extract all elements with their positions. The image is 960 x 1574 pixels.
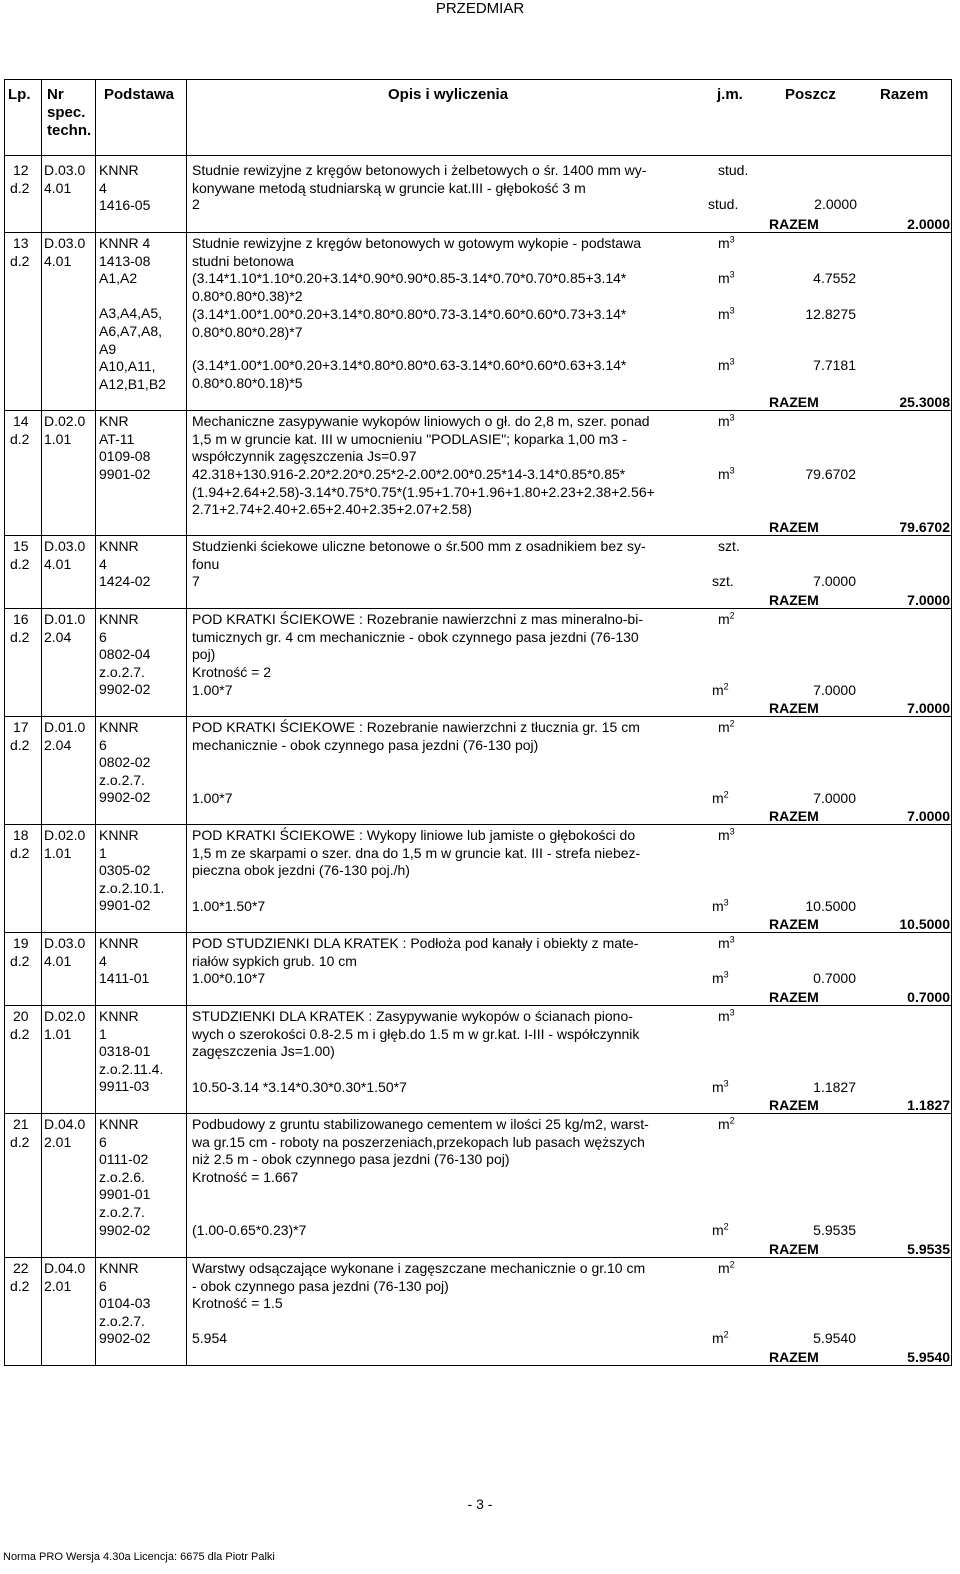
row-description: zagęszczenia Js=1.00) (192, 1043, 335, 1059)
row-podstawa: 9902-02 (99, 1221, 151, 1238)
row-description: Studnie rewizyjne z kręgów betonowych i żelbetowych o śr. 1400 mm wy- (192, 162, 647, 178)
calc-value: 5.9535 (813, 1222, 856, 1238)
row-nr-spec: 1.01 (44, 430, 72, 447)
calc-expression: 42.318+130.916-2.20*2.20*0.25*2-2.00*2.00*0.25*14-3.14*0.85*0.85* (192, 466, 626, 482)
row-podstawa: KNNR (99, 162, 139, 178)
row-lp-suffix: d.2 (10, 844, 30, 861)
calc-expression: 1.00*7 (192, 790, 233, 806)
row-unit: $m^3$ (718, 934, 735, 951)
calc-expression: 0.80*0.80*0.38)*2 (192, 287, 303, 304)
razem-label: RAZEM (769, 989, 819, 1005)
row-description: wa gr.15 cm - roboty na poszerzeniach,przekopach lub pasach węższych (192, 1133, 645, 1150)
row-nr-spec: D.02.0 (44, 827, 86, 843)
row-unit: $m^3$ (718, 412, 735, 429)
row-podstawa: A1,A2 (99, 270, 138, 287)
razem-total: 5.9540 (907, 1349, 950, 1365)
row-unit: $m^3$ (718, 234, 735, 251)
calc-unit: $m^2$ (712, 681, 729, 698)
calc-unit: $m^2$ (712, 1329, 729, 1346)
calc-unit: $m^3$ (718, 305, 735, 322)
row-nr-spec: 4.01 (44, 555, 72, 572)
row-description: STUDZIENKI DLA KRATEK : Zasypywanie wykopów o ścianach piono- (192, 1008, 633, 1024)
row-unit: stud. (718, 162, 749, 178)
calc-expression: 0.80*0.80*0.18)*5 (192, 374, 303, 391)
calc-unit: $m^3$ (718, 465, 735, 482)
row-podstawa: 0802-04 (99, 646, 151, 663)
row-lp: 13 (13, 235, 29, 251)
row-divider (4, 232, 952, 233)
row-lp: 14 (13, 413, 29, 429)
calc-unit: szt. (712, 573, 734, 589)
razem-total: 0.7000 (907, 989, 950, 1005)
row-podstawa: 0109-08 (99, 448, 151, 465)
calc-unit: $m^3$ (712, 969, 729, 986)
razem-total: 7.0000 (907, 808, 950, 824)
row-podstawa: KNNR (99, 611, 139, 627)
row-podstawa: z.o.2.7. (99, 771, 145, 788)
row-podstawa: 9901-02 (99, 465, 151, 482)
row-description: poj) (192, 646, 216, 662)
row-multiplier: Krotność = 1.667 (192, 1169, 299, 1185)
footer-license: Norma PRO Wersja 4.30a Licencja: 6675 dla Piotr Palki (3, 1551, 275, 1563)
row-nr-spec: D.01.0 (44, 719, 86, 735)
calc-expression: 2.71+2.74+2.40+2.65+2.40+2.35+2.07+2.58) (192, 501, 472, 517)
row-description: pieczna obok jezdni (76-130 poj./h) (192, 862, 410, 878)
row-lp-suffix: d.2 (10, 179, 30, 196)
row-podstawa: A10,A11, (99, 358, 156, 375)
row-lp: 20 (13, 1008, 29, 1024)
row-nr-spec: 2.04 (44, 628, 72, 645)
calc-unit: $m^3$ (718, 356, 735, 373)
row-podstawa: KNNR (99, 719, 139, 735)
row-podstawa: KNNR (99, 1008, 139, 1024)
row-podstawa: A3,A4,A5, (99, 305, 163, 322)
row-lp: 16 (13, 611, 29, 627)
row-description: POD KRATKI ŚCIEKOWE : Wykopy liniowe lub jamiste o głębokości do (192, 827, 636, 843)
row-lp-suffix: d.2 (10, 628, 30, 645)
row-description: Studzienki ściekowe uliczne betonowe o śr.500 mm z osadnikiem bez sy- (192, 538, 646, 554)
calc-value: 5.9540 (813, 1330, 856, 1346)
column-divider (186, 79, 187, 1366)
row-description: Warstwy odsączające wykonane i zagęszczane mechanicznie o gr.10 cm (192, 1260, 646, 1276)
header-opis: Opis i wyliczenia (388, 86, 509, 103)
row-podstawa: KNNR (99, 538, 139, 554)
row-nr-spec: 4.01 (44, 952, 72, 969)
row-unit: $m^2$ (718, 1115, 735, 1132)
row-podstawa: A12,B1,B2 (99, 375, 166, 392)
row-podstawa: 9901-02 (99, 897, 151, 914)
razem-total: 7.0000 (907, 592, 950, 608)
row-podstawa: z.o.2.6. (99, 1168, 145, 1185)
row-podstawa: AT-11 (99, 430, 135, 447)
calc-value: 10.5000 (805, 898, 856, 914)
row-podstawa: z.o.2.11.4. (99, 1060, 164, 1077)
row-nr-spec: D.04.0 (44, 1260, 86, 1276)
row-description: 1,5 m w gruncie kat. III w umocnieniu "PODLASIE"; koparka 1,00 m3 - (192, 430, 627, 447)
row-description: tumicznych gr. 4 cm mechanicznie - obok czynnego pasa jezdni (76-130 (192, 628, 639, 645)
row-podstawa: 0802-02 (99, 754, 151, 771)
column-divider (41, 79, 42, 1366)
row-description: POD STUDZIENKI DLA KRATEK : Podłoża pod kanały i obiekty z mate- (192, 935, 639, 951)
row-podstawa: 6 (99, 628, 107, 645)
row-description: mechanicznie - obok czynnego pasa jezdni (76-130 poj) (192, 736, 539, 753)
calc-value: 7.0000 (813, 573, 856, 589)
razem-label: RAZEM (769, 592, 819, 608)
razem-total: 79.6702 (899, 519, 950, 535)
razem-total: 10.5000 (899, 916, 950, 932)
row-podstawa: KNNR 4 (99, 235, 151, 251)
row-podstawa: 0318-01 (99, 1043, 151, 1060)
row-lp: 17 (13, 719, 29, 735)
calc-expression: (1.00-0.65*0.23)*7 (192, 1222, 307, 1238)
row-description: 1,5 m ze skarpami o szer. dna do 1,5 m w gruncie kat. III - strefa niebez- (192, 844, 641, 861)
calc-expression: 1.00*1.50*7 (192, 898, 266, 914)
row-nr-spec: D.02.0 (44, 1008, 86, 1024)
row-podstawa: A6,A7,A8, (99, 323, 163, 339)
row-description: POD KRATKI ŚCIEKOWE : Rozebranie nawierzchni z mas mineralno-bi- (192, 611, 643, 627)
row-podstawa: 9902-02 (99, 1330, 151, 1347)
row-divider (4, 932, 952, 933)
row-divider (4, 535, 952, 536)
row-podstawa: 9902-02 (99, 681, 151, 698)
razem-total: 5.9535 (907, 1241, 950, 1257)
header-divider (4, 155, 952, 156)
calc-expression: (1.94+2.64+2.58)-3.14*0.75*0.75*(1.95+1.70+1.96+1.80+2.23+2.38+2.56+ (192, 483, 655, 500)
row-nr-spec: D.03.0 (44, 538, 86, 554)
row-nr-spec: 2.01 (44, 1277, 72, 1294)
razem-label: RAZEM (769, 916, 819, 932)
column-divider (95, 79, 96, 1366)
header-nr-spec: Nr spec. techn. (47, 86, 92, 139)
row-podstawa: KNNR (99, 1260, 139, 1276)
calc-unit: stud. (708, 196, 739, 212)
page-number: - 3 - (467, 1496, 493, 1512)
row-podstawa: KNNR (99, 935, 139, 951)
razem-label: RAZEM (769, 700, 819, 716)
calc-value: 1.1827 (813, 1079, 856, 1095)
row-multiplier: Krotność = 1.5 (192, 1295, 283, 1311)
calc-value: 0.7000 (813, 970, 856, 986)
razem-total: 2.0000 (907, 216, 950, 232)
row-lp-suffix: d.2 (10, 252, 30, 269)
row-podstawa: 0104-03 (99, 1295, 151, 1312)
row-podstawa: z.o.2.7. (99, 1204, 145, 1220)
row-lp: 19 (13, 935, 29, 951)
row-nr-spec: D.04.0 (44, 1116, 86, 1132)
row-podstawa: 1416-05 (99, 197, 151, 214)
row-divider (4, 1113, 952, 1114)
row-lp: 12 (13, 162, 29, 178)
row-nr-spec: 1.01 (44, 1025, 72, 1042)
row-multiplier: Krotność = 2 (192, 664, 271, 680)
row-unit: $m^2$ (718, 610, 735, 627)
calc-expression: 7 (192, 573, 200, 589)
row-unit: szt. (718, 538, 740, 554)
header-jm: j.m. (717, 86, 743, 103)
row-podstawa: KNR (99, 413, 129, 429)
calc-value: 7.0000 (813, 790, 856, 806)
header-lp: Lp. (8, 86, 31, 103)
calc-expression: (3.14*1.10*1.10*0.20+3.14*0.90*0.90*0.85-3.14*0.70*0.70*0.85+3.14* (192, 270, 627, 286)
row-lp: 22 (13, 1260, 29, 1276)
razem-total: 25.3008 (899, 394, 950, 410)
row-lp-suffix: d.2 (10, 555, 30, 572)
calc-expression: 1.00*7 (192, 682, 233, 698)
calc-value: 79.6702 (805, 466, 856, 482)
razem-label: RAZEM (769, 808, 819, 824)
row-podstawa: 1 (99, 844, 107, 861)
row-divider (4, 1005, 952, 1006)
row-nr-spec: D.01.0 (44, 611, 86, 627)
calc-expression: (3.14*1.00*1.00*0.20+3.14*0.80*0.80*0.73-3.14*0.60*0.60*0.73+3.14* (192, 306, 627, 322)
row-lp: 15 (13, 538, 29, 554)
razem-label: RAZEM (769, 1097, 819, 1113)
row-divider (4, 716, 952, 717)
calc-value: 7.7181 (813, 357, 856, 373)
row-lp-suffix: d.2 (10, 430, 30, 447)
row-divider (4, 410, 952, 411)
row-unit: $m^2$ (718, 1259, 735, 1276)
row-podstawa: 6 (99, 736, 107, 753)
row-lp-suffix: d.2 (10, 1025, 30, 1042)
row-podstawa: 0305-02 (99, 862, 151, 879)
row-podstawa: z.o.2.7. (99, 663, 145, 680)
razem-label: RAZEM (769, 1349, 819, 1365)
row-podstawa: KNNR (99, 827, 139, 843)
row-podstawa: 9901-01 (99, 1186, 151, 1203)
row-description: Podbudowy z gruntu stabilizowanego cementem w ilości 25 kg/m2, warst- (192, 1116, 649, 1132)
calc-expression: (3.14*1.00*1.00*0.20+3.14*0.80*0.80*0.63-3.14*0.60*0.60*0.63+3.14* (192, 357, 627, 373)
row-podstawa: 1 (99, 1025, 107, 1042)
row-unit: $m^3$ (718, 826, 735, 843)
calc-expression: 5.954 (192, 1330, 228, 1346)
row-podstawa: 0111-02 (99, 1151, 149, 1168)
row-podstawa: KNNR (99, 1116, 139, 1132)
row-divider (4, 1257, 952, 1258)
row-description: współczynnik zagęszczenia Js=0.97 (192, 448, 417, 464)
calc-value: 12.8275 (805, 306, 856, 322)
razem-label: RAZEM (769, 1241, 819, 1257)
row-podstawa: 1424-02 (99, 573, 151, 590)
calc-expression: 2 (192, 196, 200, 212)
row-unit: $m^3$ (718, 1007, 735, 1024)
calc-expression: 10.50-3.14 *3.14*0.30*0.30*1.50*7 (192, 1079, 407, 1095)
row-description: konywane metodą studniarską w gruncie kat.III - głębokość 3 m (192, 179, 586, 196)
row-lp: 18 (13, 827, 29, 843)
calc-value: 2.0000 (814, 196, 857, 212)
row-nr-spec: 2.04 (44, 736, 72, 753)
row-description: wych o szerokości 0.8-2.5 m i głęb.do 1.5 m w gr.kat. I-III - współczynnik (192, 1025, 640, 1042)
row-lp: 21 (13, 1116, 29, 1132)
row-description: POD KRATKI ŚCIEKOWE : Rozebranie nawierzchni z tłucznia gr. 15 cm (192, 719, 640, 735)
row-podstawa: A9 (99, 340, 117, 357)
row-podstawa: 1413-08 (99, 252, 151, 269)
razem-total: 7.0000 (907, 700, 950, 716)
row-lp-suffix: d.2 (10, 1133, 30, 1150)
header-podstawa: Podstawa (104, 86, 175, 103)
calc-value: 4.7552 (813, 270, 856, 286)
row-lp-suffix: d.2 (10, 736, 30, 753)
calc-unit: $m^2$ (712, 1221, 729, 1238)
row-podstawa: z.o.2.7. (99, 1312, 145, 1329)
calc-unit: $m^3$ (712, 897, 729, 914)
row-description: fonu (192, 555, 220, 572)
row-nr-spec: 1.01 (44, 844, 72, 861)
calc-value: 7.0000 (813, 682, 856, 698)
row-podstawa: 4 (99, 179, 107, 196)
razem-label: RAZEM (769, 519, 819, 535)
row-nr-spec: D.03.0 (44, 162, 86, 178)
row-nr-spec: 4.01 (44, 252, 72, 269)
row-podstawa: 1411-01 (99, 970, 150, 987)
row-divider (4, 608, 952, 609)
row-lp-suffix: d.2 (10, 952, 30, 969)
calc-unit: $m^3$ (718, 269, 735, 286)
row-divider (4, 824, 952, 825)
razem-total: 1.1827 (907, 1097, 950, 1113)
razem-label: RAZEM (769, 394, 819, 410)
header-poszcz: Poszcz (785, 86, 836, 103)
calc-unit: $m^3$ (712, 1078, 729, 1095)
row-nr-spec: D.03.0 (44, 935, 86, 951)
row-description: Mechaniczne zasypywanie wykopów liniowych o gł. do 2,8 m, szer. ponad (192, 413, 650, 429)
calc-expression: 1.00*0.10*7 (192, 970, 266, 986)
row-podstawa: 4 (99, 555, 107, 572)
row-nr-spec: 2.01 (44, 1133, 72, 1150)
row-lp-suffix: d.2 (10, 1277, 30, 1294)
row-nr-spec: 4.01 (44, 179, 72, 196)
row-nr-spec: D.02.0 (44, 413, 86, 429)
page-header: PRZEDMIAR (435, 0, 525, 17)
row-podstawa: 9902-02 (99, 789, 151, 806)
row-unit: $m^2$ (718, 718, 735, 735)
row-nr-spec: D.03.0 (44, 235, 86, 251)
row-podstawa: 6 (99, 1133, 107, 1150)
row-description: studni betonowa (192, 252, 294, 269)
row-description: - obok czynnego pasa jezdni (76-130 poj) (192, 1277, 449, 1294)
row-podstawa: z.o.2.10.1. (99, 879, 165, 896)
header-razem: Razem (880, 86, 929, 103)
row-podstawa: 9911-03 (99, 1078, 150, 1095)
calc-expression: 0.80*0.80*0.28)*7 (192, 323, 303, 340)
calc-unit: $m^2$ (712, 789, 729, 806)
razem-label: RAZEM (769, 216, 819, 232)
row-description: riałów sypkich grub. 10 cm (192, 952, 357, 969)
row-description: niż 2.5 m - obok czynnego pasa jezdni (76-130 poj) (192, 1151, 510, 1167)
row-podstawa: 4 (99, 952, 107, 969)
row-podstawa: 6 (99, 1277, 107, 1294)
row-description: Studnie rewizyjne z kręgów betonowych w gotowym wykopie - podstawa (192, 235, 641, 251)
